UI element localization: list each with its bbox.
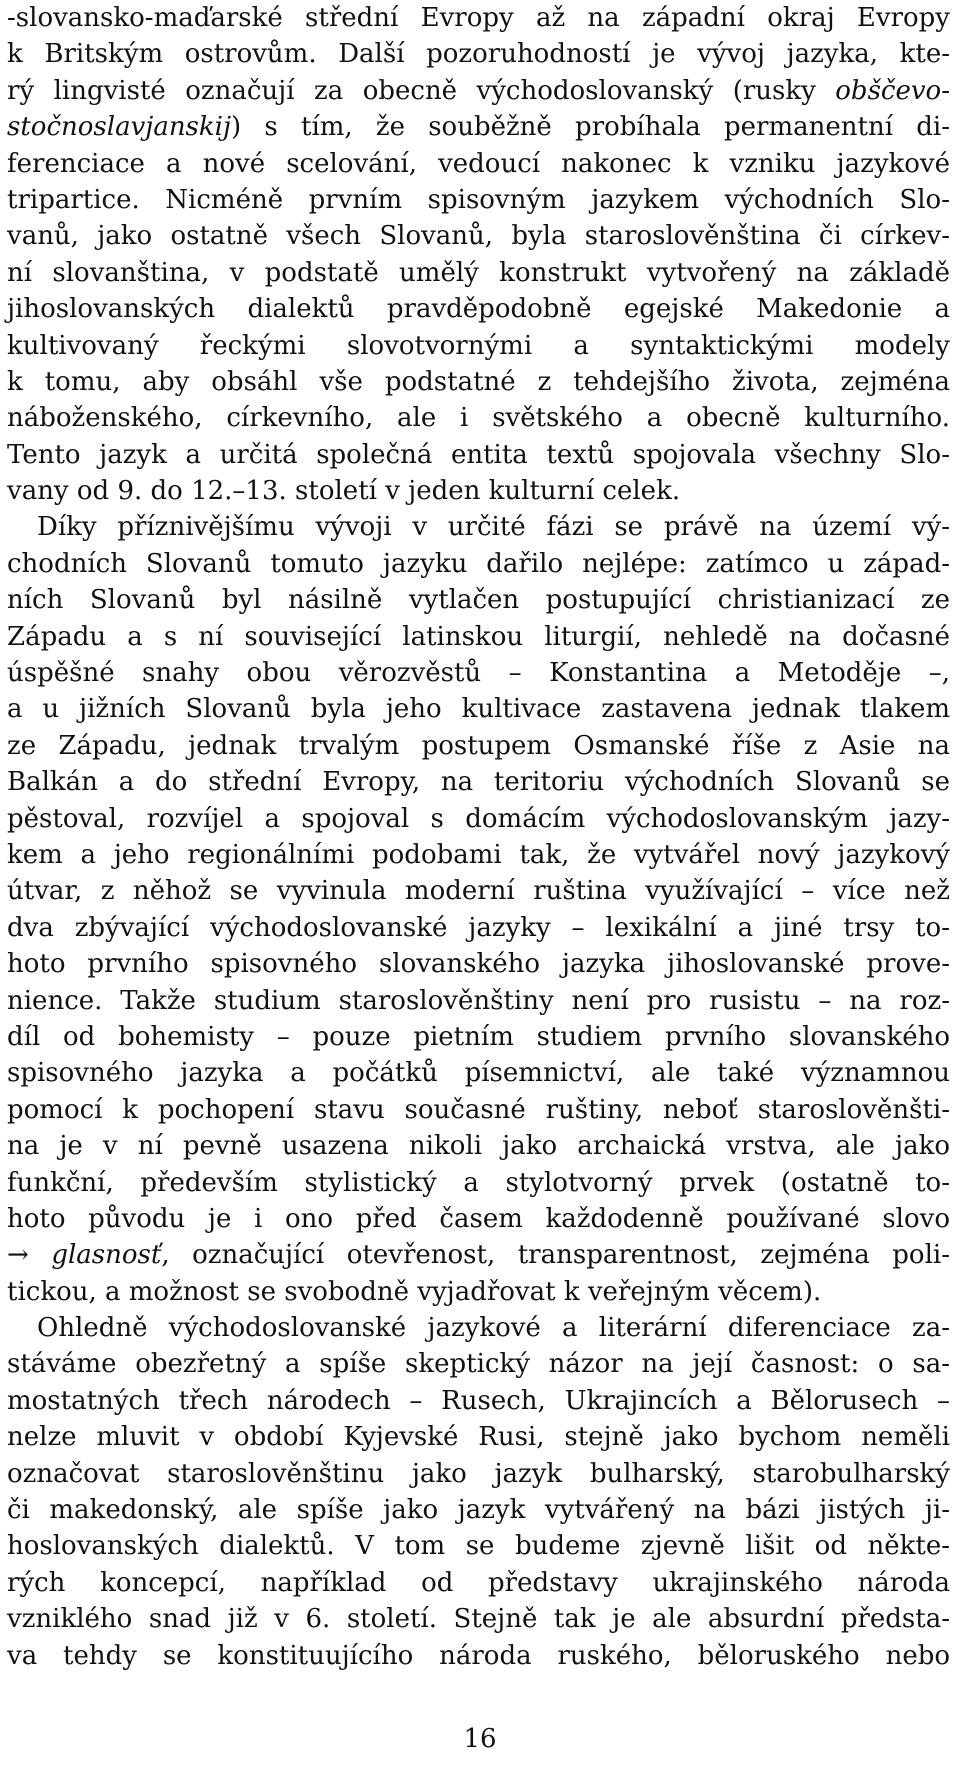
text-line: chodních Slovanů tomuto jazyku dařilo nejlépe: zatímco u západ- xyxy=(7,548,950,579)
text-line: ní slovanština, v podstatě umělý konstrukt vytvořený na základě xyxy=(7,257,950,288)
text-line: dva zbývající východoslovanské jazyky – lexikální a jiné trsy to- xyxy=(7,912,950,943)
text-line: Západu a s ní související latinskou liturgií, nehledě na dočasné xyxy=(7,621,950,652)
text-line: rých koncepcí, například od představy ukrajinského národa xyxy=(7,1567,950,1598)
text-line: spisovného jazyka a počátků písemnictví, ale také významnou xyxy=(7,1058,950,1089)
text-line: a u jižních Slovanů byla jeho kultivace zastavena jednak tlakem xyxy=(7,694,950,725)
text-line: na je v ní pevně usazena nikoli jako archaická vrstva, ale jako xyxy=(7,1131,950,1162)
text-line: stočnoslavjanskij) s tím, že souběžně probíhala permanentní di- xyxy=(7,112,950,143)
text-line: ze Západu, jednak trvalým postupem Osmanské říše z Asie na xyxy=(7,730,950,761)
text-line: va tehdy se konstituujícího národa ruského, běloruského nebo xyxy=(7,1640,950,1671)
text-line: -slovansko-maďarské střední Evropy až na západní okraj Evropy xyxy=(7,3,950,33)
text-line: nelze mluvit v období Kyjevské Rusi, stejně jako bychom neměli xyxy=(7,1422,950,1453)
text-line: či makedonský, ale spíše jako jazyk vytvářený na bázi jistých ji- xyxy=(7,1495,950,1526)
text-line: tripartice. Nicméně prvním spisovným jazykem východních Slo- xyxy=(7,184,950,215)
text-line: Ohledně východoslovanské jazykové a literární diferenciace za- xyxy=(37,1313,950,1344)
text-line: hoslovanských dialektů. V tom se budeme zjevně lišit od někte- xyxy=(7,1531,950,1562)
text-line: → glasnosť, označující otevřenost, transparentnost, zejména poli- xyxy=(7,1240,950,1271)
text-line: označovat staroslověnštinu jako jazyk bulharský, starobulharský xyxy=(7,1458,950,1489)
text-line: Díky příznivějšímu vývoji v určité fázi se právě na území vý- xyxy=(37,512,950,543)
text-line: pěstoval, rozvíjel a spojoval s domácím východoslovanským jazy- xyxy=(7,803,950,834)
text-line: náboženského, církevního, ale i světského a obecně kulturního. xyxy=(7,403,950,434)
text-line: ních Slovanů byl násilně vytlačen postupující christianizací ze xyxy=(7,585,950,616)
text-line: kem a jeho regionálními podobami tak, že vytvářel nový jazykový xyxy=(7,839,950,870)
paragraph xyxy=(7,0,950,509)
text-line: vanů, jako ostatně všech Slovanů, byla staroslověnština či církev- xyxy=(7,221,950,252)
text-line: rý lingvisté označují za obecně východoslovanský (rusky obščevo- xyxy=(7,75,950,106)
page-number: 16 xyxy=(463,1724,497,1754)
text-line: nience. Takže studium staroslověnštiny není pro rusistu – na roz- xyxy=(7,985,950,1016)
text-line: k tomu, aby obsáhl vše podstatné z tehdejšího života, zejména xyxy=(7,366,950,397)
text-line: funkční, především stylistický a stylotvorný prvek (ostatně to- xyxy=(7,1167,950,1198)
text-line: jihoslovanských dialektů pravděpodobně egejské Makedonie a xyxy=(7,294,950,325)
text-line: mostatných třech národech – Rusech, Ukrajincích a Bělorusech – xyxy=(7,1385,950,1416)
text-line: hoto prvního spisovného slovanského jazyka jihoslovanské prove- xyxy=(7,949,950,980)
text-line: pomocí k pochopení stavu současné ruštiny, neboť staroslověnšti- xyxy=(7,1094,950,1125)
text-line: vzniklého snad již v 6. století. Stejně tak je ale absurdní předsta- xyxy=(7,1604,950,1635)
text-line: hoto původu je i ono před časem každodenně používané slovo xyxy=(7,1203,950,1234)
text-line: stáváme obezřetný a spíše skeptický názor na její časnost: o sa- xyxy=(7,1349,950,1380)
body-text xyxy=(7,0,950,1674)
text-line: díl od bohemisty – pouze pietním studiem prvního slovanského xyxy=(7,1021,950,1052)
text-line: Balkán a do střední Evropy, na teritoriu východních Slovanů se xyxy=(7,767,950,798)
text-line: úspěšné snahy obou věrozvěstů – Konstantina a Metoděje –, xyxy=(7,658,950,689)
paragraph xyxy=(7,1310,950,1674)
text-line: vany od 9. do 12.–13. století v jeden kulturní celek. xyxy=(7,476,681,507)
text-line: kultivovaný řeckými slovotvornými a syntaktickými modely xyxy=(7,330,950,361)
paragraph xyxy=(7,509,950,1310)
text-line: útvar, z něhož se vyvinula moderní ruština využívající – více než xyxy=(7,876,950,907)
text-line: Tento jazyk a určitá společná entita textů spojovala všechny Slo- xyxy=(7,439,950,470)
text-line: k Britským ostrovům. Další pozoruhodností je vývoj jazyka, kte- xyxy=(7,39,950,70)
text-line: tickou, a možnost se svobodně vyjadřovat k veřejným věcem). xyxy=(7,1276,822,1307)
text-line: ferenciace a nové scelování, vedoucí nakonec k vzniku jazykové xyxy=(7,148,950,179)
